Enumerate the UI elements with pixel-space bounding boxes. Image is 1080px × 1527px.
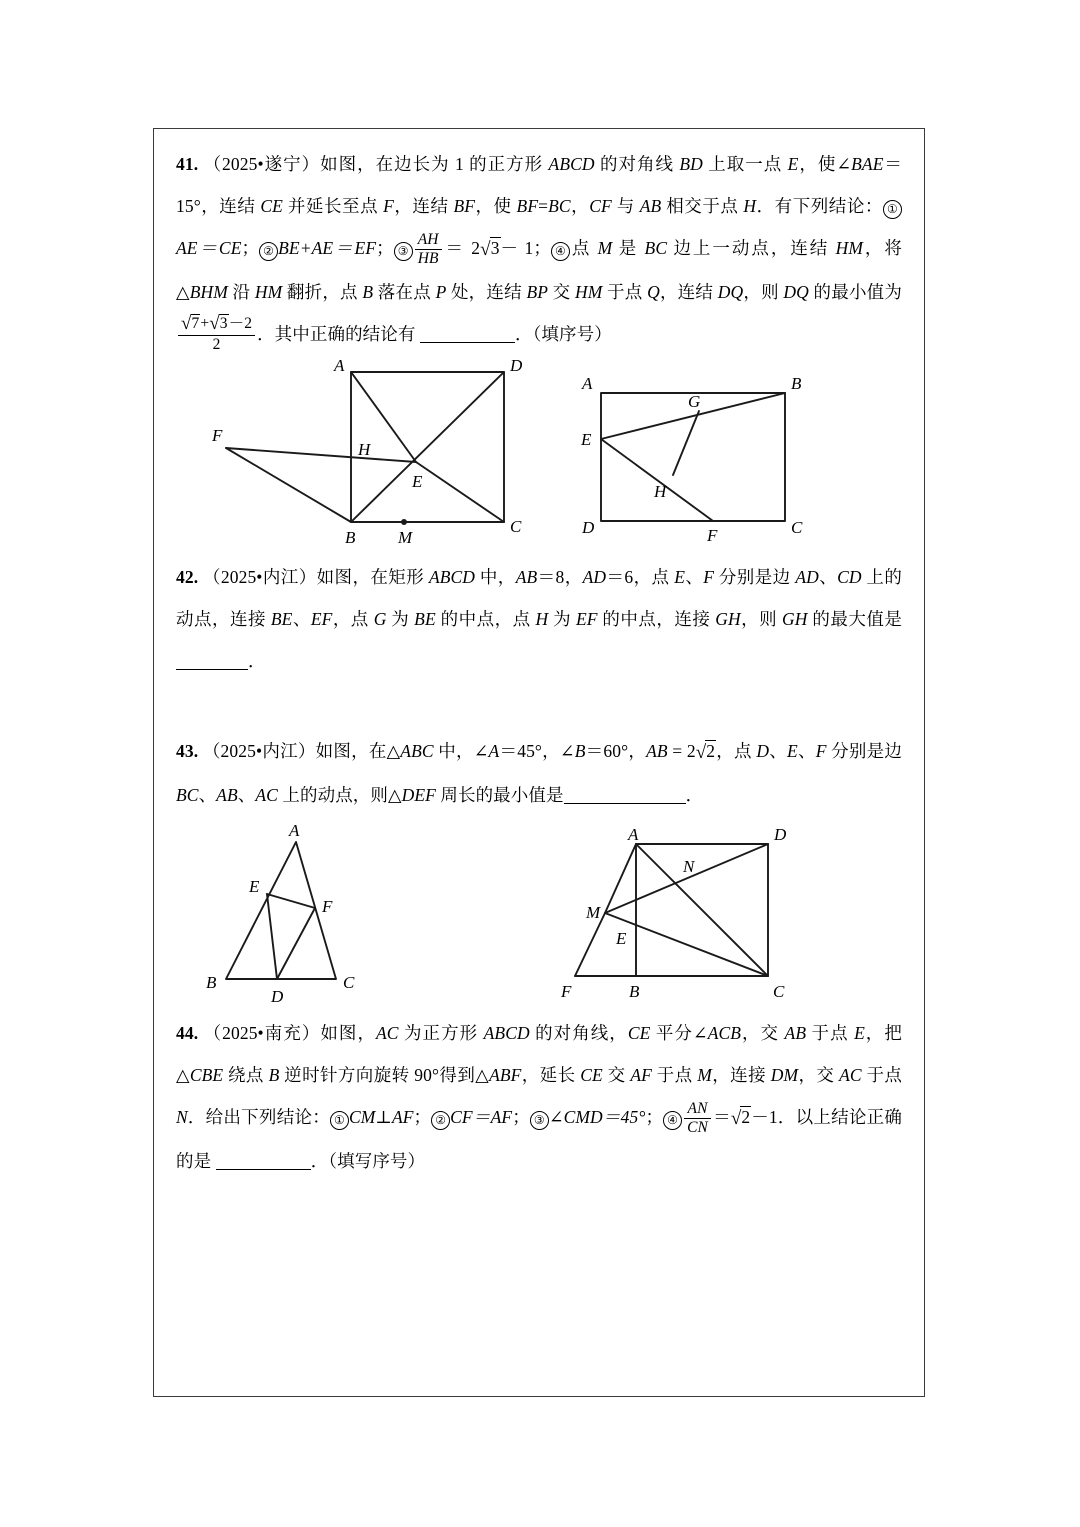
figure-44-label-C: C (773, 982, 785, 1001)
problem-42-t14: 的中点，连接 (597, 609, 716, 629)
problem-44-choice-3-marker: ③ (530, 1111, 549, 1130)
problem-44-t9: 逆时针方向旋转 90°得到△ (279, 1065, 490, 1085)
problem-44-t12: 于点 (651, 1065, 698, 1085)
problem-41 (176, 143, 902, 355)
problem-41-h: H (743, 196, 757, 216)
problem-44-choice-4-marker: ④ (663, 1111, 682, 1130)
problem-44-t4: 平分∠ (650, 1023, 708, 1043)
problem-42-f: F (703, 567, 715, 587)
problem-43-sqrt2 (696, 730, 716, 774)
problem-41-m: M (597, 238, 613, 258)
problem-41-f: F (383, 196, 394, 216)
radical-icon: √ (480, 239, 491, 260)
problem-41-ratio-fraction (415, 231, 442, 267)
page-inner (154, 129, 924, 1396)
problem-42-t10: ，点 (332, 609, 374, 629)
problem-43-sqrt2-radicand: 2 (706, 741, 716, 761)
figure-41-right-label-E: E (581, 430, 592, 449)
problem-41-choice-3-marker: ③ (394, 242, 413, 261)
problem-41-t13: ．有下列结论： (756, 196, 883, 216)
problem-41-sep2: ； (376, 238, 394, 258)
problem-44-e: E (854, 1023, 865, 1043)
problem-41-bc2: BC (644, 238, 668, 258)
problem-44-source: （2025•南充） (203, 1023, 321, 1043)
problem-41-t11: 与 (611, 196, 640, 216)
problem-44-t14: ，交 (798, 1065, 840, 1085)
figure-41-left-label-B: B (345, 528, 356, 547)
problem-42-t11: 为 (386, 609, 415, 629)
problem-41-figures (176, 357, 902, 552)
problem-44-ac: AC (376, 1023, 399, 1043)
problem-41-minus1: － 1 (500, 238, 534, 258)
problem-42-ad2: AD (795, 567, 819, 587)
problem-44-t10: ，延长 (521, 1065, 581, 1085)
figure-43-left-label-F: F (322, 897, 333, 916)
problem-43-abc: ABC (400, 741, 434, 761)
figure-43-left-label-B: B (206, 973, 217, 992)
problem-41-p: P (435, 282, 447, 302)
problem-44-t11: 交 (602, 1065, 631, 1085)
problem-41-t2: 的对角线 (594, 154, 680, 174)
figure-43-left-label-D: D (271, 987, 284, 1006)
problem-41-sep3: ； (533, 238, 551, 258)
problem-44-m: M (697, 1065, 712, 1085)
problem-44-ratio-numerator: AN (684, 1100, 711, 1118)
problem-44-ratio-denominator: CN (687, 1118, 708, 1136)
problem-41-t16: 边上一动点，连结 (667, 238, 836, 258)
problem-41-min-num-tail: －2 (228, 315, 253, 333)
figure-41-left-label-H: H (358, 440, 371, 459)
problem-42-cd: CD (837, 567, 862, 587)
problem-41-t27: ．其中正确的结论有 (257, 324, 416, 344)
problem-43-t7: 、 (769, 741, 788, 761)
problem-41-dq: DQ (717, 282, 744, 302)
problem-41-sqrt3b (209, 313, 228, 334)
problem-44-choice-1: CM⊥AF (348, 1107, 414, 1127)
problem-41-bhm: BHM (189, 282, 228, 302)
problem-44-acb: ACB (707, 1023, 742, 1043)
problem-44-t1: 如图， (320, 1023, 377, 1043)
problem-42-gh: GH (715, 609, 741, 629)
problem-44-number: 44. (176, 1023, 199, 1043)
problem-41-cf: CF (589, 196, 612, 216)
radical-icon: √ (181, 313, 192, 335)
problem-42-t4: ＝6，点 (606, 567, 675, 587)
problem-41-t28: ．（填序号） (514, 324, 612, 344)
problem-44-choice-2: CF＝AF (450, 1107, 513, 1127)
problem-43-t13: 周长的最小值是 (435, 785, 564, 805)
figure-41-left-label-A: A (334, 357, 345, 375)
problem-44-ac2: AC (839, 1065, 862, 1085)
problem-42-t9: 、 (292, 609, 311, 629)
problem-41-t25: ，则 (743, 282, 784, 302)
problem-43-ac: AC (255, 785, 278, 805)
problem-44-ce: CE (627, 1023, 651, 1043)
figure-41-left-point-M-dot (401, 519, 407, 525)
problem-42-t2: 中， (475, 567, 516, 587)
problem-42-gh2: GH (782, 609, 808, 629)
problem-44-t7: ，把△ (176, 1023, 902, 1085)
problem-44-t3: 的对角线， (529, 1023, 628, 1043)
figure-41-right-label-A: A (582, 374, 593, 393)
problem-41-bf2: BF (516, 196, 539, 216)
problem-42-number: 42. (176, 567, 199, 587)
problem-41-t14: 点 (569, 238, 598, 258)
problem-41-t15: 是 (612, 238, 645, 258)
problem-42-t7: 、 (818, 567, 838, 587)
problem-43-t6: ，点 (716, 741, 757, 761)
figure-41-right-label-C: C (791, 518, 803, 537)
problem-43-source: （2025•内江） (202, 741, 316, 761)
figure-44-label-B: B (629, 982, 640, 1001)
figure-43-left-label-E: E (249, 877, 260, 896)
problem-41-t21: 处，连结 (446, 282, 527, 302)
problem-43-figures (176, 822, 902, 1012)
problem-42 (176, 556, 902, 682)
problem-41-t8: ，使 (475, 196, 517, 216)
problem-43-f: F (815, 741, 827, 761)
worksheet-page (153, 128, 925, 1397)
problem-41-choice-4-marker: ④ (551, 242, 570, 261)
problem-44-eq: ＝ (712, 1107, 731, 1127)
problem-42-t17: ． (248, 651, 266, 671)
problem-43-t3: ＝45°，∠ (499, 741, 575, 761)
problem-41-abcd: ABCD (548, 154, 595, 174)
problem-41-t22: 交 (548, 282, 575, 302)
problem-41-figure-group (176, 357, 906, 552)
problem-41-sqrt3-radicand: 3 (490, 238, 500, 258)
figure-43-left-lines (226, 842, 336, 979)
radical-icon: √ (209, 313, 220, 335)
problem-41-t1: 如图，在边长为 1 的正方形 (320, 154, 549, 174)
problem-41-t26: 的最小值为 (808, 282, 902, 302)
problem-41-e: E (787, 154, 799, 174)
problem-41-min-value-fraction (178, 313, 255, 353)
problem-42-t6: 分别是边 (714, 567, 796, 587)
problem-43-t10: 、 (198, 785, 217, 805)
problem-43-t8: 、 (797, 741, 816, 761)
problem-42-ab: AB (515, 567, 538, 587)
problem-43 (176, 730, 902, 816)
problem-41-sep1: ； (241, 238, 260, 258)
problem-44-abcd: ABCD (483, 1023, 530, 1043)
problem-44-abf: ABF (489, 1065, 522, 1085)
problem-44-sqrt2-radicand: 2 (741, 1107, 751, 1127)
problem-44-sep1: ； (413, 1107, 432, 1127)
problem-42-source: （2025•内江） (202, 567, 317, 587)
problem-42-t5: 、 (685, 567, 704, 587)
radical-icon: √ (695, 742, 707, 763)
figure-41-right-label-H: H (654, 482, 667, 501)
problem-41-hm: HM (835, 238, 864, 258)
problem-41-sqrt7 (181, 313, 200, 334)
problem-42-ef: EF (310, 609, 333, 629)
problem-44-n: N (176, 1107, 188, 1127)
problem-43-t1: 如图，在△ (315, 741, 401, 761)
figure-41-right-label-G: G (688, 392, 701, 411)
figure-44-label-F: F (561, 982, 572, 1001)
problem-41-t3: 上取一点 (702, 154, 788, 174)
problem-42-be2: BE (414, 609, 436, 629)
figure-41-left-label-D: D (510, 357, 523, 375)
problem-42-h: H (535, 609, 549, 629)
problem-43-number: 43. (176, 741, 199, 761)
problem-42-ad: AD (582, 567, 607, 587)
problem-41-ratio-numerator: AH (415, 231, 442, 249)
problem-44-sqrt2 (731, 1096, 751, 1140)
problem-41-hm2: HM (254, 282, 283, 302)
problem-41-t5: ＝15°，连结 (176, 154, 903, 216)
problem-41-t20: 落在点 (373, 282, 436, 302)
figure-41-right-label-D: D (582, 518, 595, 537)
problem-41-t19: 翻折，点 (282, 282, 363, 302)
problem-43-bc: BC (176, 785, 199, 805)
problem-44-dm: DM (770, 1065, 799, 1085)
problem-44-sep2: ； (512, 1107, 530, 1127)
problem-42-g: G (373, 609, 387, 629)
figure-41-left-label-E: E (412, 472, 423, 491)
problem-43-t4: ＝60°， (585, 741, 647, 761)
problem-43-e: E (787, 741, 798, 761)
problem-43-b: B (574, 741, 586, 761)
problem-44-t5: ，交 (741, 1023, 785, 1043)
problem-42-t8: 上的动点，连接 (176, 567, 902, 629)
problem-41-choice-1: AE＝CE (176, 238, 242, 258)
problem-41-ce: CE (260, 196, 283, 216)
figure-41-right-lines (601, 393, 785, 521)
problem-41-answer-blank[interactable] (420, 342, 515, 343)
problem-41-t18: 沿 (227, 282, 255, 302)
problem-43-figure-group (176, 822, 906, 1012)
problem-41-choice-2: BE+AE＝EF (278, 238, 377, 258)
problem-41-choice-2-marker: ② (259, 242, 278, 261)
problem-41-sqrt3b-radicand: 3 (219, 315, 228, 333)
problem-44-choice-3: ∠CMD＝45° (548, 1107, 646, 1127)
problem-41-t23: 于点 (602, 282, 648, 302)
problem-43-t9: 分别是边 (826, 741, 903, 761)
problem-41-choice-1-marker: ① (883, 200, 902, 219)
radical-icon: √ (730, 1108, 742, 1129)
figure-44-right-lines (575, 844, 768, 976)
figure-44-label-M: M (586, 903, 601, 922)
problem-44-b: B (268, 1065, 280, 1085)
problem-41-b: B (362, 282, 374, 302)
problem-43-d: D (756, 741, 770, 761)
problem-41-t17: ，将△ (176, 238, 902, 302)
problem-41-sqrt7-radicand: 7 (191, 315, 200, 333)
problem-44-t18: ．（填写序号） (310, 1151, 426, 1171)
problem-41-min-numerator: √7+√3－2 (178, 313, 255, 335)
figure-44-label-A: A (628, 825, 639, 844)
problem-44-choice-1-marker: ① (330, 1111, 349, 1130)
problem-44-sep3: ； (645, 1107, 664, 1127)
problem-41-t10: ， (570, 196, 590, 216)
problem-41-ab: AB (639, 196, 662, 216)
problem-41-t7: ，连结 (393, 196, 454, 216)
problem-41-t6: 并延长至点 (282, 196, 384, 216)
problem-41-bd: BD (679, 154, 703, 174)
problem-41-hm3: HM (575, 282, 603, 302)
figure-41-left-label-F: F (212, 426, 223, 445)
problem-44-minus1: －1 (751, 1107, 778, 1127)
problem-41-bp: BP (526, 282, 549, 302)
problem-42-abcd: ABCD (428, 567, 476, 587)
figure-44-label-E: E (616, 929, 627, 948)
problem-43-ab3: AB (216, 785, 238, 805)
problem-42-e: E (674, 567, 686, 587)
problem-43-t5: = 2 (667, 741, 696, 761)
problem-42-figure-space (176, 682, 902, 730)
problem-41-dq2: DQ (783, 282, 809, 302)
problem-41-ratio-denominator: HB (417, 249, 439, 267)
problem-44-t2: 为正方形 (398, 1023, 484, 1043)
problem-42-answer-blank[interactable] (176, 669, 248, 670)
problem-44-t8: 绕点 (223, 1065, 269, 1085)
figure-41-right-label-F: F (707, 526, 718, 545)
problem-41-min-denominator: 2 (212, 335, 221, 353)
problem-44-t13: ，连接 (711, 1065, 771, 1085)
problem-42-be: BE (270, 609, 293, 629)
problem-44-af: AF (630, 1065, 652, 1085)
figure-43-left-label-C: C (343, 973, 355, 992)
problem-44-t15: 于点 (861, 1065, 902, 1085)
problem-44-choice-2-marker: ② (431, 1111, 450, 1130)
problem-41-t12: 相交于点 (661, 196, 744, 216)
figure-41-left-label-C: C (510, 517, 522, 536)
problem-43-answer-blank[interactable] (564, 803, 686, 804)
problem-41-sqrt3 (480, 227, 500, 271)
problem-43-t12: 上的动点，则△ (277, 785, 402, 805)
problem-42-t13: 为 (548, 609, 576, 629)
figure-44-label-N: N (683, 857, 695, 876)
problem-41-bae: BAE (851, 154, 884, 174)
problem-41-q: Q (647, 282, 660, 302)
problem-44-t6: 于点 (806, 1023, 855, 1043)
problem-43-t11: 、 (237, 785, 256, 805)
problem-44-ce2: CE (580, 1065, 603, 1085)
problem-41-number: 41. (176, 154, 199, 174)
figure-41-right-label-B: B (791, 374, 802, 393)
problem-41-t4: ，使∠ (798, 154, 852, 174)
problem-43-ab2: AB (646, 741, 668, 761)
problem-44-t17: ．以上结论正确的是 (176, 1107, 902, 1171)
problem-42-t1: 如图，在矩形 (316, 567, 429, 587)
problem-43-def: DEF (401, 785, 436, 805)
problem-44 (176, 1012, 902, 1182)
problem-42-t16: 的最大值是 (807, 609, 902, 629)
problem-44-answer-blank[interactable] (216, 1169, 311, 1170)
problem-43-t14: ． (685, 785, 704, 805)
problem-43-a: A (488, 741, 500, 761)
problem-42-t12: 的中点，点 (435, 609, 536, 629)
figure-44-label-D: D (774, 825, 787, 844)
problem-41-bf: BF (453, 196, 476, 216)
problem-41-t24: ，连结 (659, 282, 718, 302)
figure-43-left-label-A: A (289, 822, 300, 840)
problem-44-ratio-fraction (684, 1100, 711, 1136)
problem-44-ab: AB (784, 1023, 807, 1043)
figure-41-left-label-M: M (398, 528, 413, 547)
problem-42-t15: ，则 (740, 609, 783, 629)
problem-42-ef2: EF (575, 609, 598, 629)
problem-43-t2: 中，∠ (433, 741, 489, 761)
problem-42-t3: ＝8， (537, 567, 583, 587)
problem-41-bc: BC (548, 196, 571, 216)
problem-41-t9: = (538, 196, 549, 216)
problem-41-eq: ＝ 2 (443, 238, 481, 258)
problem-44-cbe: CBE (189, 1065, 224, 1085)
problem-41-source: （2025•遂宁） (203, 154, 321, 174)
problem-44-t16: ．给出下列结论： (187, 1107, 330, 1127)
